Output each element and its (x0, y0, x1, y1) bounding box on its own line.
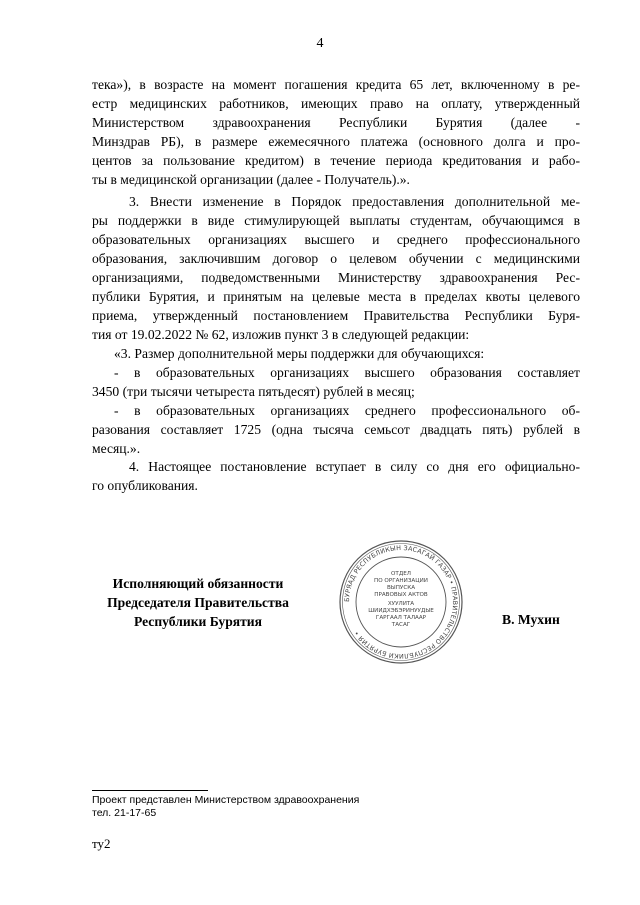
text-line: 3. Внести изменение в Порядок предоставления дополнительной ме- (129, 194, 580, 209)
text-line: 3450 (три тысячи четыреста пятьдесят) рублей в месяц; (92, 384, 415, 399)
seal-center-text: ГАРГААЛ ТАЛААР (375, 615, 427, 621)
signatory-title-line: Исполняющий обязанности (112, 576, 284, 591)
signatory-title (92, 574, 304, 631)
text-line: естр медицинских работников, имеющих право на оплату, утвержденный (92, 96, 580, 111)
official-seal-stamp (338, 539, 464, 665)
document-code: ту2 (92, 836, 111, 851)
footnote-divider (92, 790, 208, 791)
seal-center-text: ТАСАГ (391, 622, 411, 628)
signatory-title-line: Председателя Правительства (107, 595, 289, 610)
paragraph-continuation (92, 75, 580, 189)
text-line: ры поддержки в виде стимулирующей выплаты студентам, обучающимся в (92, 213, 580, 228)
text-line: - в образовательных организациях высшего образования составляет (114, 365, 580, 380)
seal-ring-text: БУРЯАД РЕСПУБЛИКЫН ЗАСАГАЙ ГАЗАР • ПРАВИТЕЛЬСТВО РЕСПУБЛИКИ БУРЯТИЯ • (342, 543, 460, 661)
text-line: образовательных организациях высшего и среднего профессионального (92, 232, 580, 247)
text-line: «3. Размер дополнительной меры поддержки для обучающихся: (114, 346, 485, 361)
text-line: публики Бурятия, и принятым на целевые места в пределах квоты целевого (92, 289, 580, 304)
page-number: 4 (316, 36, 324, 51)
text-line: Министерством здравоохранения Республики Бурятия (далее - (92, 115, 580, 130)
text-line: - в образовательных организациях среднего профессионального об- (114, 403, 580, 418)
text-line: приема, утвержденный постановлением Правительства Республики Буря- (92, 308, 580, 323)
seal-center-text: ОТДЕЛ (391, 571, 411, 577)
text-line: Минздрав РБ), в размере ежемесячного платежа (основного долга и про- (92, 134, 580, 149)
seal-center-text: ВЫПУСКА (386, 585, 416, 591)
seal-center-text: ХУУЛИТА (387, 601, 415, 607)
seal-center-text: ПРАВОВЫХ АКТОВ (374, 592, 428, 598)
text-line: тия от 19.02.2022 № 62, изложив пункт 3 в следующей редакции: (92, 327, 470, 342)
text-line: тека»), в возрасте на момент погашения кредита 65 лет, включенному в ре- (92, 77, 580, 92)
footnote-line: тел. 21-17-65 (92, 807, 157, 819)
text-line: организациями, подведомственными Министерству здравоохранения Рес- (92, 270, 580, 285)
footnote-line: Проект представлен Министерством здравоохранения (92, 794, 360, 806)
footnote (92, 794, 359, 820)
text-line: разования составляет 1725 (одна тысяча семьсот двадцать пять) рублей в (92, 422, 580, 437)
seal-center-text: ПО ОРГАНИЗАЦИИ (374, 578, 428, 584)
text-line: центов за пользование кредитом) в течение периода кредитования и рабо- (92, 153, 580, 168)
signatory-title-line: Республики Бурятия (133, 614, 262, 629)
text-line: образования, заключившим договор о целевом обучении с медицинскими (92, 251, 580, 266)
text-line: го опубликования. (92, 478, 198, 493)
text-line: месяц.». (92, 441, 141, 456)
seal-center-text: ШИИДХЭБЭРИНУУДЫЕ (368, 608, 434, 614)
signatory-name: В. Мухин (502, 612, 560, 627)
paragraph-item-3 (92, 192, 580, 458)
text-line: 4. Настоящее постановление вступает в силу со дня его официально- (129, 459, 580, 474)
text-line: ты в медицинской организации (далее - Получатель).». (92, 172, 410, 187)
paragraph-item-4 (92, 457, 580, 495)
